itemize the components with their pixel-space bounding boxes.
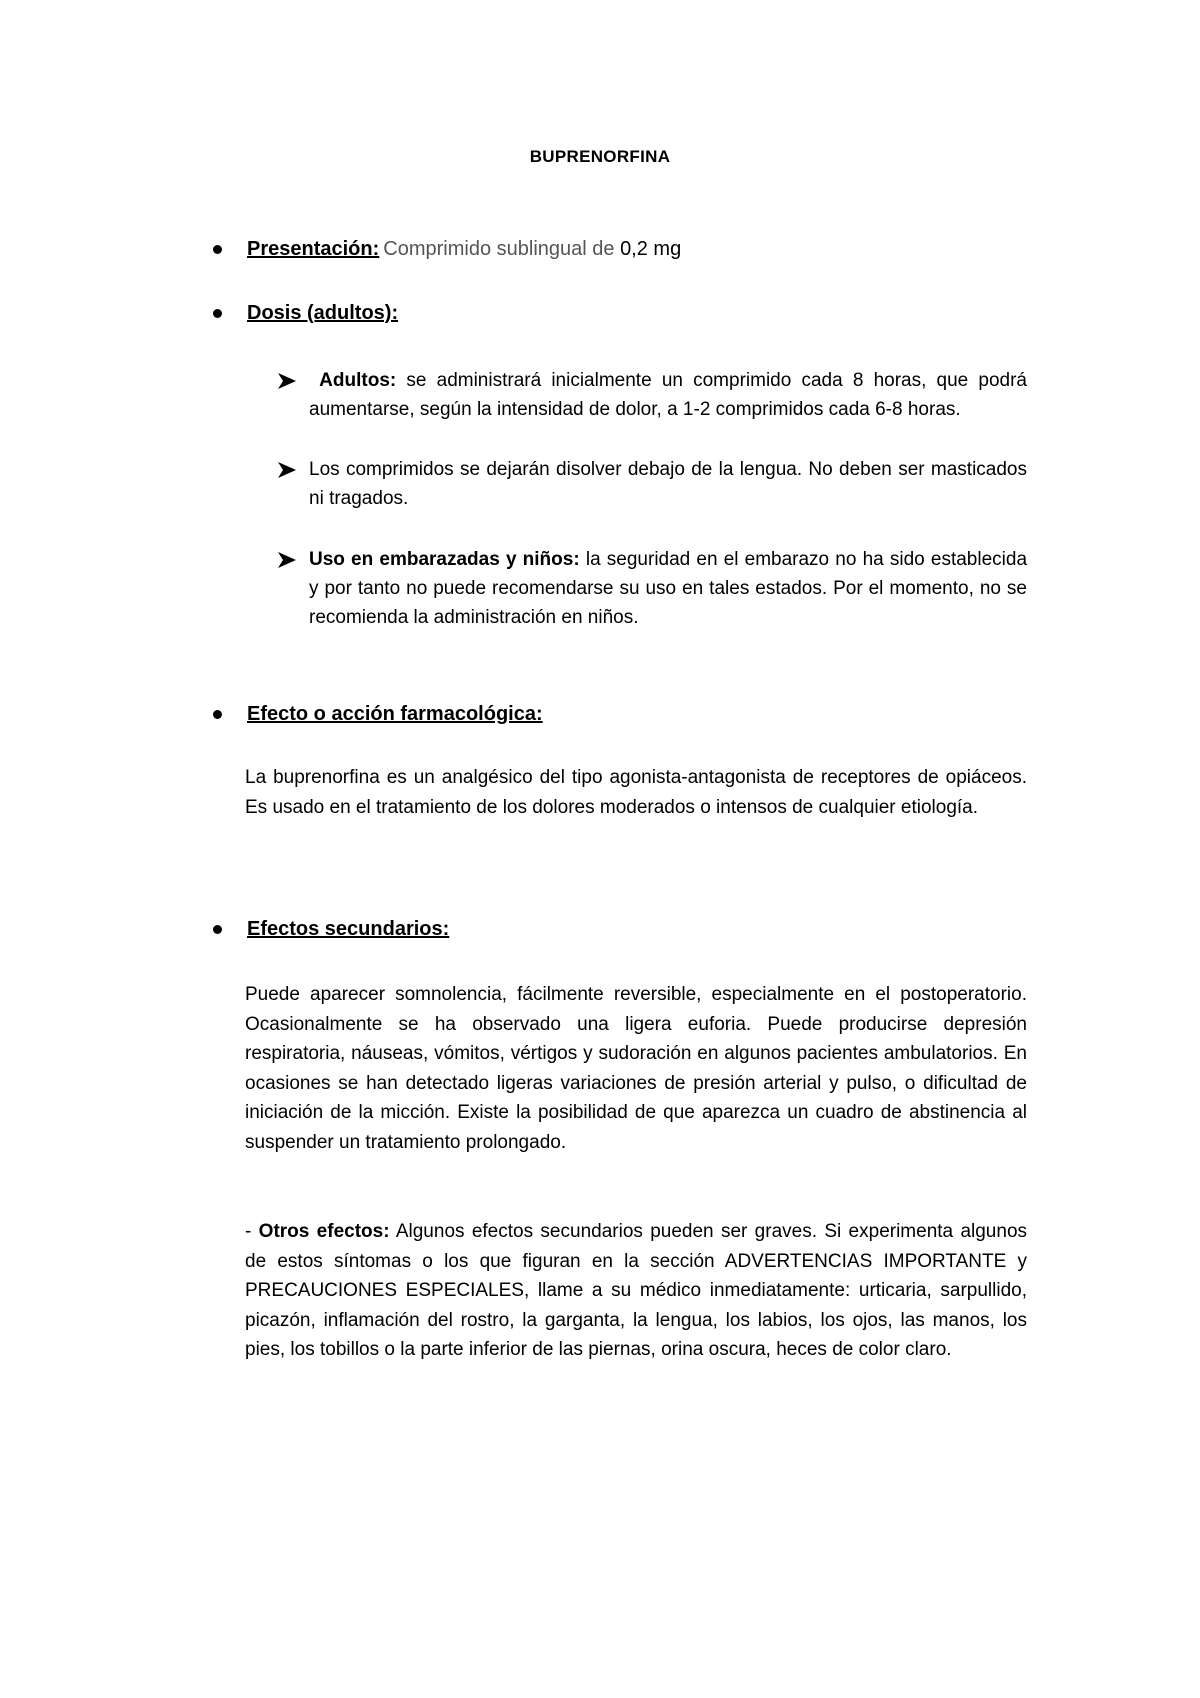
efecto-label: Efecto o acción farmacológica: xyxy=(247,703,543,725)
dosis-item-bold: Uso en embarazadas y niños: xyxy=(309,549,580,570)
dosis-item-bold: Adultos: xyxy=(319,370,397,391)
secundarios-label: Efectos secundarios: xyxy=(247,918,450,940)
otros-efectos-text: Algunos efectos secundarios pueden ser graves. Si experimenta algunos de estos síntomas o los que figuran en la sección ADVERTENCIAS IMPORTANTE y PRECAUCIONES ESPECIALES, llame a su médico inmediatamente: urticaria, sarpullido, picazón, inflamación del rostro, la garganta, la lengua, los labios, los ojos, las manos, los pies, los tobillos o la parte inferior de las piernas, orina oscura, heces de color claro. xyxy=(245,1221,1028,1360)
presentacion-value-dark: 0,2 mg xyxy=(620,238,682,260)
presentacion-value xyxy=(383,238,681,261)
dosis-item-body: la seguridad en el embarazo no ha sido establecida y por tanto no puede recomendarse su uso en tales estados. Por el momento, no se recomienda la administración en niños. xyxy=(309,549,1028,628)
arrowhead-bullet-icon xyxy=(277,545,301,569)
bullet-icon xyxy=(213,710,222,719)
section-efecto xyxy=(213,703,543,726)
dosis-item-text: Los comprimidos se dejarán disolver debajo de la lengua. No deben ser masticados ni tragados. xyxy=(309,459,1027,509)
arrowhead-bullet-icon xyxy=(277,366,301,390)
efecto-paragraph: La buprenorfina es un analgésico del tipo agonista-antagonista de receptores de opiáceos. Es usado en el tratamiento de los dolores moderados o intensos de cualquier etiología. xyxy=(245,767,1027,818)
otros-efectos-paragraph xyxy=(245,1217,1027,1365)
presentacion-label: Presentación: xyxy=(247,238,380,260)
section-secundarios xyxy=(213,918,449,941)
bullet-icon xyxy=(213,925,222,934)
dosis-item-text xyxy=(309,545,1027,632)
dosis-item-adultos xyxy=(277,366,1027,424)
bullet-icon xyxy=(213,245,222,254)
section-presentacion xyxy=(213,238,681,261)
dosis-item-embarazadas xyxy=(277,545,1027,632)
presentacion-value-light: Comprimido sublingual de xyxy=(383,238,615,260)
dosis-item-body: se administrará inicialmente un comprimido cada 8 horas, que podrá aumentarse, según la intensidad de dolor, a 1-2 comprimidos cada 6-8 horas. xyxy=(309,370,1028,420)
arrowhead-bullet-icon xyxy=(277,455,301,479)
secundarios-paragraph: Puede aparecer somnolencia, fácilmente reversible, especialmente en el postoperatorio. Ocasionalmente se ha observado una ligera euforia. Puede producirse depresión respiratoria, náuseas, vómitos, vértigos y sudoración en algunos pacientes ambulatorios. En ocasiones se han detectado ligeras variaciones de presión arterial y pulso, o dificultad de iniciación de la micción. Existe la posibilidad de que aparezca un cuadro de abstinencia al suspender un tratamiento prolongado. xyxy=(245,984,1027,1153)
otros-efectos-label: Otros efectos: xyxy=(258,1221,390,1242)
otros-efectos-prefix: - xyxy=(245,1221,259,1242)
dosis-item-comprimidos xyxy=(277,455,1027,513)
dosis-label: Dosis (adultos): xyxy=(247,302,399,324)
document-title: BUPRENORFINA xyxy=(529,147,671,166)
bullet-icon xyxy=(213,309,222,318)
dosis-item-text xyxy=(309,366,1027,424)
section-dosis xyxy=(213,302,398,325)
